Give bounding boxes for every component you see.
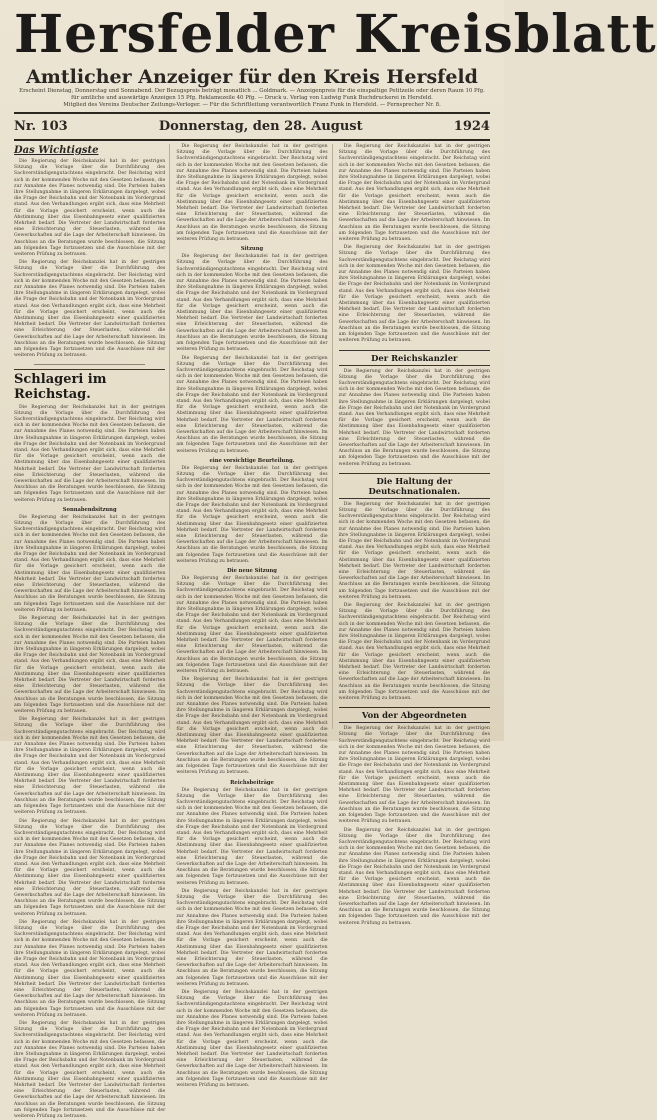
subhead: Die neue Sitzung	[227, 568, 277, 574]
masthead-info-3: Mitglied des Vereins Deutscher Zeitungs-Verleger. — Für die Schriftleitung verantwortlich Franz Funk in Hersfeld. — Fernsprecher Nr. 8.	[63, 102, 441, 108]
subhead: Sitzung	[240, 246, 264, 253]
paragraph: Die Regierung der Reichskanzlei hat in der gestrigen Sitzung die Vorlage über die Durchführung des Sachverständigengutachtens eingebracht. Der Reichstag wird sich in der kommenden Woche mit den Gesetzen befassen, die zur Annahme des Planes notwendig sind. Die Parteien haben ihre Stellungnahme in längeren Erklärungen dargelegt, wobei die Frage der Reichsbahn und der Notenbank im Vordergrund stand. Aus den Verhandlungen ergibt sich, dass eine Mehrheit für die Vorlage gesichert erscheint, wenn auch die Abstimmung über das Eisenbahngesetz einer qualifizierten Mehrheit bedarf. Die Vertreter der Landwirtschaft forderten eine Erleichterung der Steuerlasten, während die Gewerkschaften auf die Lage der Arbeiterschaft hinwiesen. Im Anschluss an die Beratungen wurde beschlossen, die Sitzung am folgenden Tage fortzusetzen und die Ausschüsse mit der weiteren Prüfung zu betrauen.	[338, 726, 490, 825]
masthead-info-1: Erscheint Dienstag, Donnerstag und Sonnabend. Der Bezugspreis beträgt monatlich ... Goldmark. — Anzeigenpreis für die einspaltige Petitzeile oder deren Raum 10 Pfg.	[19, 88, 485, 94]
paragraph: Die Regierung der Reichskanzlei hat in der gestrigen Sitzung die Vorlage über die Durchführung des Sachverständigengutachtens eingebracht. Der Reichstag wird sich in der kommenden Woche mit den Gesetzen befassen, die zur Annahme des Planes notwendig sind. Die Parteien haben ihre Stellungnahme in längeren Erklärungen dargelegt, wobei die Frage der Reichsbahn und der Notenbank im Vordergrund stand. Aus den Verhandlungen ergibt sich, dass eine Mehrheit für die Vorlage gesichert erscheint, wenn auch die Abstimmung über das Eisenbahngesetz einer qualifizierten Mehrheit bedarf. Die Vertreter der Landwirtschaft forderten eine Erleichterung der Steuerlasten, während die Gewerkschaften auf die Lage der Arbeiterschaft hinwiesen. Im Anschluss an die Beratungen wurde beschlossen, die Sitzung am folgenden Tage fortzusetzen und die Ausschüsse mit der weiteren Prüfung zu betrauen.	[176, 888, 328, 987]
paragraph: Die Regierung der Reichskanzlei hat in der gestrigen Sitzung die Vorlage über die Durchführung des Sachverständigengutachtens eingebracht. Der Reichstag wird sich in der kommenden Woche mit den Gesetzen befassen, die zur Annahme des Planes notwendig sind. Die Parteien haben ihre Stellungnahme in längeren Erklärungen dargelegt, wobei die Frage der Reichsbahn und der Notenbank im Vordergrund stand. Aus den Verhandlungen ergibt sich, dass eine Mehrheit für die Vorlage gesichert erscheint, wenn auch die Abstimmung über das Eisenbahngesetz einer qualifizierten Mehrheit bedarf. Die Vertreter der Landwirtschaft forderten eine Erleichterung der Steuerlasten, während die Gewerkschaften auf die Lage der Arbeiterschaft hinwiesen. Im Anschluss an die Beratungen wurde beschlossen, die Sitzung am folgenden Tage fortzusetzen und die Ausschüsse mit der weiteren Prüfung zu betrauen.	[176, 465, 328, 564]
divider	[14, 112, 490, 114]
paragraph: Die Regierung der Reichskanzlei hat in der gestrigen Sitzung die Vorlage über die Durchführung des Sachverständigengutachtens eingebracht. Der Reichstag wird sich in der kommenden Woche mit den Gesetzen befassen, die zur Annahme des Planes notwendig sind. Die Parteien haben ihre Stellungnahme in längeren Erklärungen dargelegt, wobei die Frage der Reichsbahn und der Notenbank im Vordergrund stand. Aus den Verhandlungen ergibt sich, dass eine Mehrheit für die Vorlage gesichert erscheint, wenn auch die Abstimmung über das Eisenbahngesetz einer qualifizierten Mehrheit bedarf. Die Vertreter der Landwirtschaft forderten eine Erleichterung der Steuerlasten, während die Gewerkschaften auf die Lage der Arbeiterschaft hinwiesen. Im Anschluss an die Beratungen wurde beschlossen, die Sitzung am folgenden Tage fortzusetzen und die Ausschüsse mit der weiteren Prüfung zu betrauen.	[14, 717, 166, 816]
paragraph: Die Regierung der Reichskanzlei hat in der gestrigen Sitzung die Vorlage über die Durchführung des Sachverständigengutachtens eingebracht. Der Reichstag wird sich in der kommenden Woche mit den Gesetzen befassen, die zur Annahme des Planes notwendig sind. Die Parteien haben ihre Stellungnahme in längeren Erklärungen dargelegt, wobei die Frage der Reichsbahn und der Notenbank im Vordergrund stand. Aus den Verhandlungen ergibt sich, dass eine Mehrheit für die Vorlage gesichert erscheint, wenn auch die Abstimmung über das Eisenbahngesetz einer qualifizierten Mehrheit bedarf. Die Vertreter der Landwirtschaft forderten eine Erleichterung der Steuerlasten, während die Gewerkschaften auf die Lage der Arbeiterschaft hinwiesen. Im Anschluss an die Beratungen wurde beschlossen, die Sitzung am folgenden Tage fortzusetzen und die Ausschüsse mit der weiteren Prüfung zu betrauen.	[14, 260, 166, 359]
masthead-title: Hersfelder Kreisblatt	[14, 4, 657, 65]
body-text	[339, 144, 490, 345]
paragraph: Die Regierung der Reichskanzlei hat in der gestrigen Sitzung die Vorlage über die Durchführung des Sachverständigengutachtens eingebracht. Der Reichstag wird sich in der kommenden Woche mit den Gesetzen befassen, die zur Annahme des Planes notwendig sind. Die Parteien haben ihre Stellungnahme in längeren Erklärungen dargelegt, wobei die Frage der Reichsbahn und der Notenbank im Vordergrund stand. Aus den Verhandlungen ergibt sich, dass eine Mehrheit für die Vorlage gesichert erscheint, wenn auch die Abstimmung über das Eisenbahngesetz einer qualifizierten Mehrheit bedarf. Die Vertreter der Landwirtschaft forderten eine Erleichterung der Steuerlasten, während die Gewerkschaften auf die Lage der Arbeiterschaft hinwiesen. Im Anschluss an die Beratungen wurde beschlossen, die Sitzung am folgenden Tage fortzusetzen und die Ausschüsse mit der weiteren Prüfung zu betrauen.	[14, 919, 166, 1018]
body-text	[176, 144, 327, 243]
headline-reichskanzler: Der Reichskanzler	[339, 350, 490, 366]
dateline	[14, 117, 490, 136]
paragraph: Die Regierung der Reichskanzlei hat in der gestrigen Sitzung die Vorlage über die Durchführung des Sachverständigengutachtens eingebracht. Der Reichstag wird sich in der kommenden Woche mit den Gesetzen befassen, die zur Annahme des Planes notwendig sind. Die Parteien haben ihre Stellungnahme in längeren Erklärungen dargelegt, wobei die Frage der Reichsbahn und der Notenbank im Vordergrund stand. Aus den Verhandlungen ergibt sich, dass eine Mehrheit für die Vorlage gesichert erscheint, wenn auch die Abstimmung über das Eisenbahngesetz einer qualifizierten Mehrheit bedarf. Die Vertreter der Landwirtschaft forderten eine Erleichterung der Steuerlasten, während die Gewerkschaften auf die Lage der Arbeiterschaft hinwiesen. Im Anschluss an die Beratungen wurde beschlossen, die Sitzung am folgenden Tage fortzusetzen und die Ausschüsse mit der weiteren Prüfung zu betrauen.	[338, 603, 490, 702]
subhead: eine vorsichtige Beurteilung.	[209, 457, 295, 464]
paragraph: Die Regierung der Reichskanzlei hat in der gestrigen Sitzung die Vorlage über die Durchführung des Sachverständigengutachtens eingebracht. Der Reichstag wird sich in der kommenden Woche mit den Gesetzen befassen, die zur Annahme des Planes notwendig sind. Die Parteien haben ihre Stellungnahme in längeren Erklärungen dargelegt, wobei die Frage der Reichsbahn und der Notenbank im Vordergrund stand. Aus den Verhandlungen ergibt sich, dass eine Mehrheit für die Vorlage gesichert erscheint, wenn auch die Abstimmung über das Eisenbahngesetz einer qualifizierten Mehrheit bedarf. Die Vertreter der Landwirtschaft forderten eine Erleichterung der Steuerlasten, während die Gewerkschaften auf die Lage der Arbeiterschaft hinwiesen. Im Anschluss an die Beratungen wurde beschlossen, die Sitzung am folgenden Tage fortzusetzen und die Ausschüsse mit der weiteren Prüfung zu betrauen.	[14, 514, 166, 613]
paragraph: Die Regierung der Reichskanzlei hat in der gestrigen Sitzung die Vorlage über die Durchführung des Sachverständigengutachtens eingebracht. Der Reichstag wird sich in der kommenden Woche mit den Gesetzen befassen, die zur Annahme des Planes notwendig sind. Die Parteien haben ihre Stellungnahme in längeren Erklärungen dargelegt, wobei die Frage der Reichsbahn und der Notenbank im Vordergrund stand. Aus den Verhandlungen ergibt sich, dass eine Mehrheit für die Vorlage gesichert erscheint, wenn auch die Abstimmung über das Eisenbahngesetz einer qualifizierten Mehrheit bedarf. Die Vertreter der Landwirtschaft forderten eine Erleichterung der Steuerlasten, während die Gewerkschaften auf die Lage der Arbeiterschaft hinwiesen. Im Anschluss an die Beratungen wurde beschlossen, die Sitzung am folgenden Tage fortzusetzen und die Ausschüsse mit der weiteren Prüfung zu betrauen.	[176, 677, 328, 776]
paragraph: Die Regierung der Reichskanzlei hat in der gestrigen Sitzung die Vorlage über die Durchführung des Sachverständigengutachtens eingebracht. Der Reichstag wird sich in der kommenden Woche mit den Gesetzen befassen, die zur Annahme des Planes notwendig sind. Die Parteien haben ihre Stellungnahme in längeren Erklärungen dargelegt, wobei die Frage der Reichsbahn und der Notenbank im Vordergrund stand. Aus den Verhandlungen ergibt sich, dass eine Mehrheit für die Vorlage gesichert erscheint, wenn auch die Abstimmung über das Eisenbahngesetz einer qualifizierten Mehrheit bedarf. Die Vertreter der Landwirtschaft forderten eine Erleichterung der Steuerlasten, während die Gewerkschaften auf die Lage der Arbeiterschaft hinwiesen. Im Anschluss an die Beratungen wurde beschlossen, die Sitzung am folgenden Tage fortzusetzen und die Ausschüsse mit der weiteren Prüfung zu betrauen.	[176, 576, 328, 675]
body-text	[14, 159, 165, 360]
body-text	[176, 788, 327, 1090]
subhead: Reichsbeiträge	[230, 779, 274, 786]
headline-deutschnationale: Die Haltung der Deutschnationalen.	[339, 473, 490, 499]
subhead: Sonnabendsitzung	[62, 506, 117, 513]
masthead-info-2: für amtliche und auswärtige Anzeigen 15 Pfg. Reklamezeile 40 Pfg. — Druck u. Verlag von Ludwig Funk Buchdruckerei in Hersfeld.	[71, 95, 433, 101]
issue-number: Nr. 103	[14, 119, 68, 134]
paragraph: Die Regierung der Reichskanzlei hat in der gestrigen Sitzung die Vorlage über die Durchführung des Sachverständigengutachtens eingebracht. Der Reichstag wird sich in der kommenden Woche mit den Gesetzen befassen, die zur Annahme des Planes notwendig sind. Die Parteien haben ihre Stellungnahme in längeren Erklärungen dargelegt, wobei die Frage der Reichsbahn und der Notenbank im Vordergrund stand. Aus den Verhandlungen ergibt sich, dass eine Mehrheit für die Vorlage gesichert erscheint, wenn auch die Abstimmung über das Eisenbahngesetz einer qualifizierten Mehrheit bedarf. Die Vertreter der Landwirtschaft forderten eine Erleichterung der Steuerlasten, während die Gewerkschaften auf die Lage der Arbeiterschaft hinwiesen. Im Anschluss an die Beratungen wurde beschlossen, die Sitzung am folgenden Tage fortzusetzen und die Ausschüsse mit der weiteren Prüfung zu betrauen.	[176, 787, 328, 886]
article-columns	[14, 144, 490, 1120]
headline-reichstag: Schlageri im Reichstag.	[14, 369, 165, 402]
headline-das-wichtigste: Das Wichtigste	[14, 145, 99, 156]
paragraph: Die Regierung der Reichskanzlei hat in der gestrigen Sitzung die Vorlage über die Durchführung des Sachverständigengutachtens eingebracht. Der Reichstag wird sich in der kommenden Woche mit den Gesetzen befassen, die zur Annahme des Planes notwendig sind. Die Parteien haben ihre Stellungnahme in längeren Erklärungen dargelegt, wobei die Frage der Reichsbahn und der Notenbank im Vordergrund stand. Aus den Verhandlungen ergibt sich, dass eine Mehrheit für die Vorlage gesichert erscheint, wenn auch die Abstimmung über das Eisenbahngesetz einer qualifizierten Mehrheit bedarf. Die Vertreter der Landwirtschaft forderten eine Erleichterung der Steuerlasten, während die Gewerkschaften auf die Lage der Arbeiterschaft hinwiesen. Im Anschluss an die Beratungen wurde beschlossen, die Sitzung am folgenden Tage fortzusetzen und die Ausschüsse mit der weiteren Prüfung zu betrauen.	[338, 245, 490, 344]
divider	[34, 364, 145, 365]
issue-date: Donnerstag, den 28. August	[158, 119, 363, 134]
body-text	[176, 576, 327, 777]
paragraph: Die Regierung der Reichskanzlei hat in der gestrigen Sitzung die Vorlage über die Durchführung des Sachverständigengutachtens eingebracht. Der Reichstag wird sich in der kommenden Woche mit den Gesetzen befassen, die zur Annahme des Planes notwendig sind. Die Parteien haben ihre Stellungnahme in längeren Erklärungen dargelegt, wobei die Frage der Reichsbahn und der Notenbank im Vordergrund stand. Aus den Verhandlungen ergibt sich, dass eine Mehrheit für die Vorlage gesichert erscheint, wenn auch die Abstimmung über das Eisenbahngesetz einer qualifizierten Mehrheit bedarf. Die Vertreter der Landwirtschaft forderten eine Erleichterung der Steuerlasten, während die Gewerkschaften auf die Lage der Arbeiterschaft hinwiesen. Im Anschluss an die Beratungen wurde beschlossen, die Sitzung am folgenden Tage fortzusetzen und die Ausschüsse mit der weiteren Prüfung zu betrauen.	[338, 368, 490, 467]
paragraph: Die Regierung der Reichskanzlei hat in der gestrigen Sitzung die Vorlage über die Durchführung des Sachverständigengutachtens eingebracht. Der Reichstag wird sich in der kommenden Woche mit den Gesetzen befassen, die zur Annahme des Planes notwendig sind. Die Parteien haben ihre Stellungnahme in längeren Erklärungen dargelegt, wobei die Frage der Reichsbahn und der Notenbank im Vordergrund stand. Aus den Verhandlungen ergibt sich, dass eine Mehrheit für die Vorlage gesichert erscheint, wenn auch die Abstimmung über das Eisenbahngesetz einer qualifizierten Mehrheit bedarf. Die Vertreter der Landwirtschaft forderten eine Erleichterung der Steuerlasten, während die Gewerkschaften auf die Lage der Arbeiterschaft hinwiesen. Im Anschluss an die Beratungen wurde beschlossen, die Sitzung am folgenden Tage fortzusetzen und die Ausschüsse mit der weiteren Prüfung zu betrauen.	[176, 144, 328, 243]
body-text	[176, 254, 327, 455]
body-text	[14, 405, 165, 504]
paragraph: Die Regierung der Reichskanzlei hat in der gestrigen Sitzung die Vorlage über die Durchführung des Sachverständigengutachtens eingebracht. Der Reichstag wird sich in der kommenden Woche mit den Gesetzen befassen, die zur Annahme des Planes notwendig sind. Die Parteien haben ihre Stellungnahme in längeren Erklärungen dargelegt, wobei die Frage der Reichsbahn und der Notenbank im Vordergrund stand. Aus den Verhandlungen ergibt sich, dass eine Mehrheit für die Vorlage gesichert erscheint, wenn auch die Abstimmung über das Eisenbahngesetz einer qualifizierten Mehrheit bedarf. Die Vertreter der Landwirtschaft forderten eine Erleichterung der Steuerlasten, während die Gewerkschaften auf die Lage der Arbeiterschaft hinwiesen. Im Anschluss an die Beratungen wurde beschlossen, die Sitzung am folgenden Tage fortzusetzen und die Ausschüsse mit der weiteren Prüfung zu betrauen.	[176, 990, 328, 1089]
column-middle	[176, 144, 332, 1089]
column-right	[338, 144, 490, 926]
paragraph: Die Regierung der Reichskanzlei hat in der gestrigen Sitzung die Vorlage über die Durchführung des Sachverständigengutachtens eingebracht. Der Reichstag wird sich in der kommenden Woche mit den Gesetzen befassen, die zur Annahme des Planes notwendig sind. Die Parteien haben ihre Stellungnahme in längeren Erklärungen dargelegt, wobei die Frage der Reichsbahn und der Notenbank im Vordergrund stand. Aus den Verhandlungen ergibt sich, dass eine Mehrheit für die Vorlage gesichert erscheint, wenn auch die Abstimmung über das Eisenbahngesetz einer qualifizierten Mehrheit bedarf. Die Vertreter der Landwirtschaft forderten eine Erleichterung der Steuerlasten, während die Gewerkschaften auf die Lage der Arbeiterschaft hinwiesen. Im Anschluss an die Beratungen wurde beschlossen, die Sitzung am folgenden Tage fortzusetzen und die Ausschüsse mit der weiteren Prüfung zu betrauen.	[176, 355, 328, 454]
body-text	[339, 369, 490, 468]
paragraph: Die Regierung der Reichskanzlei hat in der gestrigen Sitzung die Vorlage über die Durchführung des Sachverständigengutachtens eingebracht. Der Reichstag wird sich in der kommenden Woche mit den Gesetzen befassen, die zur Annahme des Planes notwendig sind. Die Parteien haben ihre Stellungnahme in längeren Erklärungen dargelegt, wobei die Frage der Reichsbahn und der Notenbank im Vordergrund stand. Aus den Verhandlungen ergibt sich, dass eine Mehrheit für die Vorlage gesichert erscheint, wenn auch die Abstimmung über das Eisenbahngesetz einer qualifizierten Mehrheit bedarf. Die Vertreter der Landwirtschaft forderten eine Erleichterung der Steuerlasten, während die Gewerkschaften auf die Lage der Arbeiterschaft hinwiesen. Im Anschluss an die Beratungen wurde beschlossen, die Sitzung am folgenden Tage fortzusetzen und die Ausschüsse mit der weiteren Prüfung zu betrauen.	[14, 616, 166, 715]
paragraph: Die Regierung der Reichskanzlei hat in der gestrigen Sitzung die Vorlage über die Durchführung des Sachverständigengutachtens eingebracht. Der Reichstag wird sich in der kommenden Woche mit den Gesetzen befassen, die zur Annahme des Planes notwendig sind. Die Parteien haben ihre Stellungnahme in längeren Erklärungen dargelegt, wobei die Frage der Reichsbahn und der Notenbank im Vordergrund stand. Aus den Verhandlungen ergibt sich, dass eine Mehrheit für die Vorlage gesichert erscheint, wenn auch die Abstimmung über das Eisenbahngesetz einer qualifizierten Mehrheit bedarf. Die Vertreter der Landwirtschaft forderten eine Erleichterung der Steuerlasten, während die Gewerkschaften auf die Lage der Arbeiterschaft hinwiesen. Im Anschluss an die Beratungen wurde beschlossen, die Sitzung am folgenden Tage fortzusetzen und die Ausschüsse mit der weiteren Prüfung zu betrauen.	[14, 159, 166, 258]
paragraph: Die Regierung der Reichskanzlei hat in der gestrigen Sitzung die Vorlage über die Durchführung des Sachverständigengutachtens eingebracht. Der Reichstag wird sich in der kommenden Woche mit den Gesetzen befassen, die zur Annahme des Planes notwendig sind. Die Parteien haben ihre Stellungnahme in längeren Erklärungen dargelegt, wobei die Frage der Reichsbahn und der Notenbank im Vordergrund stand. Aus den Verhandlungen ergibt sich, dass eine Mehrheit für die Vorlage gesichert erscheint, wenn auch die Abstimmung über das Eisenbahngesetz einer qualifizierten Mehrheit bedarf. Die Vertreter der Landwirtschaft forderten eine Erleichterung der Steuerlasten, während die Gewerkschaften auf die Lage der Arbeiterschaft hinwiesen. Im Anschluss an die Beratungen wurde beschlossen, die Sitzung am folgenden Tage fortzusetzen und die Ausschüsse mit der weiteren Prüfung zu betrauen.	[338, 501, 490, 600]
body-text	[14, 515, 165, 1120]
body-text	[176, 466, 327, 565]
paragraph: Die Regierung der Reichskanzlei hat in der gestrigen Sitzung die Vorlage über die Durchführung des Sachverständigengutachtens eingebracht. Der Reichstag wird sich in der kommenden Woche mit den Gesetzen befassen, die zur Annahme des Planes notwendig sind. Die Parteien haben ihre Stellungnahme in längeren Erklärungen dargelegt, wobei die Frage der Reichsbahn und der Notenbank im Vordergrund stand. Aus den Verhandlungen ergibt sich, dass eine Mehrheit für die Vorlage gesichert erscheint, wenn auch die Abstimmung über das Eisenbahngesetz einer qualifizierten Mehrheit bedarf. Die Vertreter der Landwirtschaft forderten eine Erleichterung der Steuerlasten, während die Gewerkschaften auf die Lage der Arbeiterschaft hinwiesen. Im Anschluss an die Beratungen wurde beschlossen, die Sitzung am folgenden Tage fortzusetzen und die Ausschüsse mit der weiteren Prüfung zu betrauen.	[14, 818, 166, 917]
headline-abgeordneten: Von der Abgeordneten	[339, 707, 490, 723]
issue-year: 1924	[453, 119, 490, 134]
body-text	[339, 502, 490, 703]
paragraph: Die Regierung der Reichskanzlei hat in der gestrigen Sitzung die Vorlage über die Durchführung des Sachverständigengutachtens eingebracht. Der Reichstag wird sich in der kommenden Woche mit den Gesetzen befassen, die zur Annahme des Planes notwendig sind. Die Parteien haben ihre Stellungnahme in längeren Erklärungen dargelegt, wobei die Frage der Reichsbahn und der Notenbank im Vordergrund stand. Aus den Verhandlungen ergibt sich, dass eine Mehrheit für die Vorlage gesichert erscheint, wenn auch die Abstimmung über das Eisenbahngesetz einer qualifizierten Mehrheit bedarf. Die Vertreter der Landwirtschaft forderten eine Erleichterung der Steuerlasten, während die Gewerkschaften auf die Lage der Arbeiterschaft hinwiesen. Im Anschluss an die Beratungen wurde beschlossen, die Sitzung am folgenden Tage fortzusetzen und die Ausschüsse mit der weiteren Prüfung zu betrauen.	[14, 1021, 166, 1120]
masthead-subtitle: Amtlicher Anzeiger für den Kreis Hersfeld	[26, 66, 478, 88]
paragraph: Die Regierung der Reichskanzlei hat in der gestrigen Sitzung die Vorlage über die Durchführung des Sachverständigengutachtens eingebracht. Der Reichstag wird sich in der kommenden Woche mit den Gesetzen befassen, die zur Annahme des Planes notwendig sind. Die Parteien haben ihre Stellungnahme in längeren Erklärungen dargelegt, wobei die Frage der Reichsbahn und der Notenbank im Vordergrund stand. Aus den Verhandlungen ergibt sich, dass eine Mehrheit für die Vorlage gesichert erscheint, wenn auch die Abstimmung über das Eisenbahngesetz einer qualifizierten Mehrheit bedarf. Die Vertreter der Landwirtschaft forderten eine Erleichterung der Steuerlasten, während die Gewerkschaften auf die Lage der Arbeiterschaft hinwiesen. Im Anschluss an die Beratungen wurde beschlossen, die Sitzung am folgenden Tage fortzusetzen und die Ausschüsse mit der weiteren Prüfung zu betrauen.	[176, 254, 328, 353]
paragraph: Die Regierung der Reichskanzlei hat in der gestrigen Sitzung die Vorlage über die Durchführung des Sachverständigengutachtens eingebracht. Der Reichstag wird sich in der kommenden Woche mit den Gesetzen befassen, die zur Annahme des Planes notwendig sind. Die Parteien haben ihre Stellungnahme in längeren Erklärungen dargelegt, wobei die Frage der Reichsbahn und der Notenbank im Vordergrund stand. Aus den Verhandlungen ergibt sich, dass eine Mehrheit für die Vorlage gesichert erscheint, wenn auch die Abstimmung über das Eisenbahngesetz einer qualifizierten Mehrheit bedarf. Die Vertreter der Landwirtschaft forderten eine Erleichterung der Steuerlasten, während die Gewerkschaften auf die Lage der Arbeiterschaft hinwiesen. Im Anschluss an die Beratungen wurde beschlossen, die Sitzung am folgenden Tage fortzusetzen und die Ausschüsse mit der weiteren Prüfung zu betrauen.	[338, 827, 490, 926]
body-text	[339, 726, 490, 927]
divider	[14, 139, 490, 141]
paragraph: Die Regierung der Reichskanzlei hat in der gestrigen Sitzung die Vorlage über die Durchführung des Sachverständigengutachtens eingebracht. Der Reichstag wird sich in der kommenden Woche mit den Gesetzen befassen, die zur Annahme des Planes notwendig sind. Die Parteien haben ihre Stellungnahme in längeren Erklärungen dargelegt, wobei die Frage der Reichsbahn und der Notenbank im Vordergrund stand. Aus den Verhandlungen ergibt sich, dass eine Mehrheit für die Vorlage gesichert erscheint, wenn auch die Abstimmung über das Eisenbahngesetz einer qualifizierten Mehrheit bedarf. Die Vertreter der Landwirtschaft forderten eine Erleichterung der Steuerlasten, während die Gewerkschaften auf die Lage der Arbeiterschaft hinwiesen. Im Anschluss an die Beratungen wurde beschlossen, die Sitzung am folgenden Tage fortzusetzen und die Ausschüsse mit der weiteren Prüfung zu betrauen.	[338, 144, 490, 243]
column-left	[14, 144, 170, 1120]
paragraph: Die Regierung der Reichskanzlei hat in der gestrigen Sitzung die Vorlage über die Durchführung des Sachverständigengutachtens eingebracht. Der Reichstag wird sich in der kommenden Woche mit den Gesetzen befassen, die zur Annahme des Planes notwendig sind. Die Parteien haben ihre Stellungnahme in längeren Erklärungen dargelegt, wobei die Frage der Reichsbahn und der Notenbank im Vordergrund stand. Aus den Verhandlungen ergibt sich, dass eine Mehrheit für die Vorlage gesichert erscheint, wenn auch die Abstimmung über das Eisenbahngesetz einer qualifizierten Mehrheit bedarf. Die Vertreter der Landwirtschaft forderten eine Erleichterung der Steuerlasten, während die Gewerkschaften auf die Lage der Arbeiterschaft hinwiesen. Im Anschluss an die Beratungen wurde beschlossen, die Sitzung am folgenden Tage fortzusetzen und die Ausschüsse mit der weiteren Prüfung zu betrauen.	[14, 404, 166, 503]
